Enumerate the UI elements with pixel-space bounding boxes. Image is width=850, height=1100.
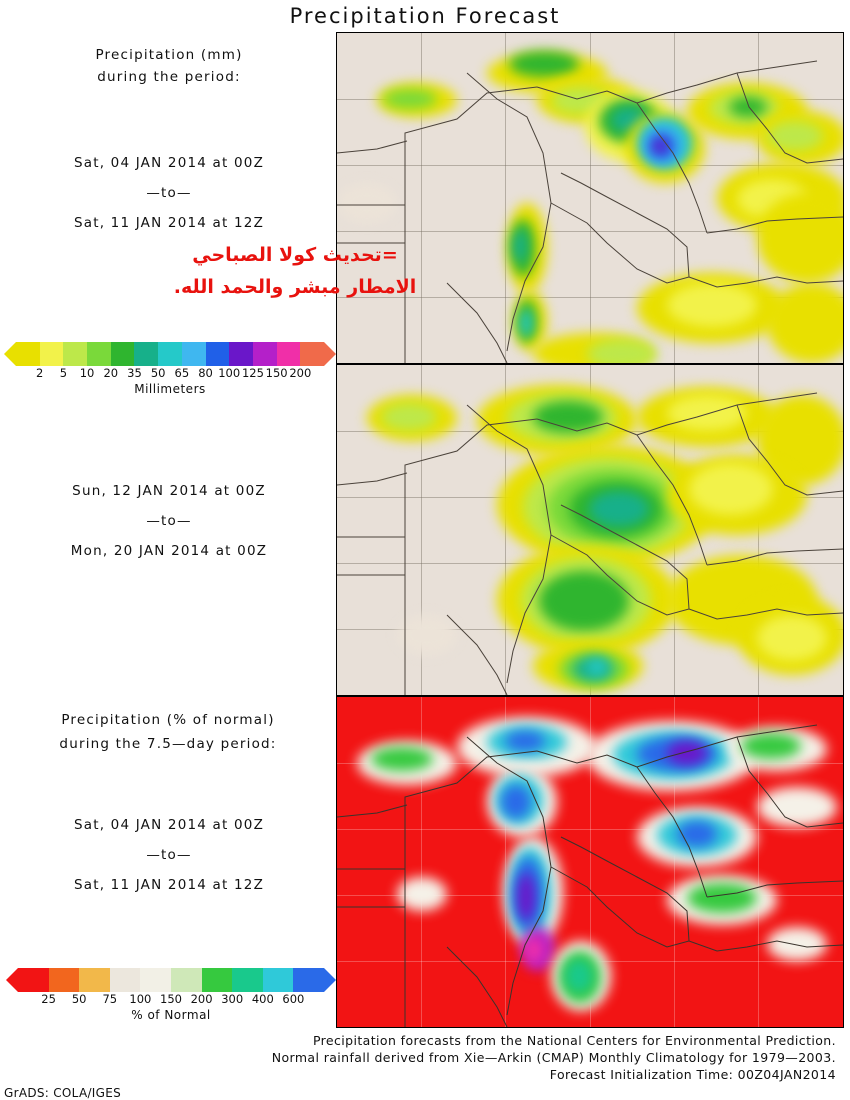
colorbar-swatch bbox=[134, 342, 158, 366]
colorbar-tick-label: 10 bbox=[79, 366, 95, 380]
colorbar-swatch bbox=[206, 342, 230, 366]
colorbar-mm-caption: Millimeters bbox=[134, 382, 206, 396]
footer-line-2: Normal rainfall derived from Xie—Arkin (CMAP) Monthly Climatology for 1979—2003. bbox=[271, 1050, 836, 1065]
panel1-legend-caption bbox=[14, 44, 324, 88]
colorbar-tick-label: 65 bbox=[174, 366, 190, 380]
panel3-legend-caption bbox=[8, 708, 328, 756]
footer-line-1: Precipitation forecasts from the National Centers for Environmental Prediction. bbox=[312, 1033, 836, 1048]
colorbar-tick-label: 100 bbox=[129, 992, 152, 1006]
panel3-date-start: Sat, 04 JAN 2014 at 00Z bbox=[73, 817, 265, 833]
colorbar-tick-label: 100 bbox=[218, 366, 241, 380]
panel3-date-end: Sat, 11 JAN 2014 at 12Z bbox=[73, 877, 265, 893]
colorbar-swatch bbox=[300, 342, 324, 366]
colorbar-swatch bbox=[253, 342, 277, 366]
colorbar-swatch bbox=[202, 968, 233, 992]
panel1-legend-line1: Precipitation (mm) bbox=[95, 47, 243, 63]
colorbar-tick-label: 50 bbox=[71, 992, 87, 1006]
colorbar-tick-label: 600 bbox=[282, 992, 305, 1006]
colorbar-tick-label: 400 bbox=[251, 992, 274, 1006]
footer-credits bbox=[0, 1032, 850, 1083]
colorbar-swatch bbox=[229, 342, 253, 366]
precip-mm-map-period1 bbox=[336, 32, 844, 364]
colorbar-pct-ticks bbox=[6, 992, 336, 1008]
annotation-line-1: =تحديث كولا الصباحي bbox=[192, 244, 398, 266]
grads-credit: GrADS: COLA/IGES bbox=[4, 1086, 122, 1100]
coastlines-period2 bbox=[337, 365, 843, 695]
colorbar-swatch bbox=[87, 342, 111, 366]
panel2-date-end: Mon, 20 JAN 2014 at 00Z bbox=[70, 543, 268, 559]
colorbar-mm-ticks bbox=[4, 366, 336, 382]
panel3-date-range bbox=[14, 810, 324, 900]
panel2-date-sep: —to— bbox=[146, 513, 192, 529]
coastlines-pct bbox=[337, 697, 843, 1027]
colorbar-swatch bbox=[16, 342, 40, 366]
colorbar-percent-normal bbox=[6, 968, 336, 1022]
colorbar-swatch bbox=[63, 342, 87, 366]
panel3-legend-line2: during the 7.5—day period: bbox=[59, 736, 277, 752]
colorbar-swatch bbox=[140, 968, 171, 992]
colorbar-swatch bbox=[18, 968, 49, 992]
panel2-date-start: Sun, 12 JAN 2014 at 00Z bbox=[72, 483, 266, 499]
colorbar-tick-label: 300 bbox=[221, 992, 244, 1006]
colorbar-tick-label: 20 bbox=[103, 366, 119, 380]
colorbar-swatch bbox=[182, 342, 206, 366]
colorbar-left-arrow bbox=[4, 342, 16, 366]
colorbar-tick-label: 80 bbox=[198, 366, 213, 380]
panel1-date-start: Sat, 04 JAN 2014 at 00Z bbox=[73, 155, 265, 171]
colorbar-right-arrow bbox=[324, 342, 336, 366]
colorbar-swatch bbox=[158, 342, 182, 366]
colorbar-swatch bbox=[40, 342, 64, 366]
panel3-legend-line1: Precipitation (% of normal) bbox=[61, 712, 275, 728]
panel1-date-range bbox=[14, 148, 324, 238]
page-title: Precipitation Forecast bbox=[289, 4, 561, 28]
colorbar-tick-label: 50 bbox=[150, 366, 166, 380]
colorbar-tick-label: 150 bbox=[160, 992, 182, 1006]
colorbar-swatch bbox=[171, 968, 202, 992]
panel1-legend-line2: during the period: bbox=[97, 69, 241, 85]
footer-line-3: Forecast Initialization Time: 00Z04JAN2014 bbox=[549, 1067, 836, 1082]
panel1-date-end: Sat, 11 JAN 2014 at 12Z bbox=[73, 215, 265, 231]
colorbar-swatch bbox=[293, 968, 324, 992]
panel3-date-sep: —to— bbox=[146, 847, 192, 863]
colorbar-tick-label: 2 bbox=[36, 366, 44, 380]
colorbar-tick-label: 35 bbox=[127, 366, 142, 380]
annotation-line-2: الامطار مبشر والحمد الله. bbox=[173, 276, 417, 298]
colorbar-tick-label: 200 bbox=[289, 366, 312, 380]
colorbar-swatch bbox=[263, 968, 294, 992]
colorbar-swatch bbox=[111, 342, 135, 366]
colorbar-swatch bbox=[79, 968, 110, 992]
colorbar-pct-swatches bbox=[6, 968, 336, 992]
colorbar-pct-caption: % of Normal bbox=[131, 1008, 211, 1022]
colorbar-right-arrow bbox=[324, 968, 336, 992]
precip-mm-map-period2 bbox=[336, 364, 844, 696]
colorbar-tick-label: 150 bbox=[265, 366, 288, 380]
colorbar-tick-label: 200 bbox=[190, 992, 213, 1006]
colorbar-left-arrow bbox=[6, 968, 18, 992]
colorbar-tick-label: 125 bbox=[241, 366, 264, 380]
colorbar-tick-label: 5 bbox=[59, 366, 68, 380]
colorbar-swatch bbox=[232, 968, 263, 992]
colorbar-swatch bbox=[110, 968, 141, 992]
colorbar-swatch bbox=[49, 968, 80, 992]
coastlines-period1 bbox=[337, 33, 843, 363]
colorbar-tick-label: 75 bbox=[102, 992, 118, 1006]
colorbar-millimeters bbox=[4, 342, 336, 396]
panel2-date-range bbox=[14, 476, 324, 566]
panel1-date-sep: —to— bbox=[146, 185, 192, 201]
precip-pct-normal-map bbox=[336, 696, 844, 1028]
colorbar-tick-label: 25 bbox=[41, 992, 56, 1006]
colorbar-mm-swatches bbox=[4, 342, 336, 366]
colorbar-swatch bbox=[277, 342, 301, 366]
